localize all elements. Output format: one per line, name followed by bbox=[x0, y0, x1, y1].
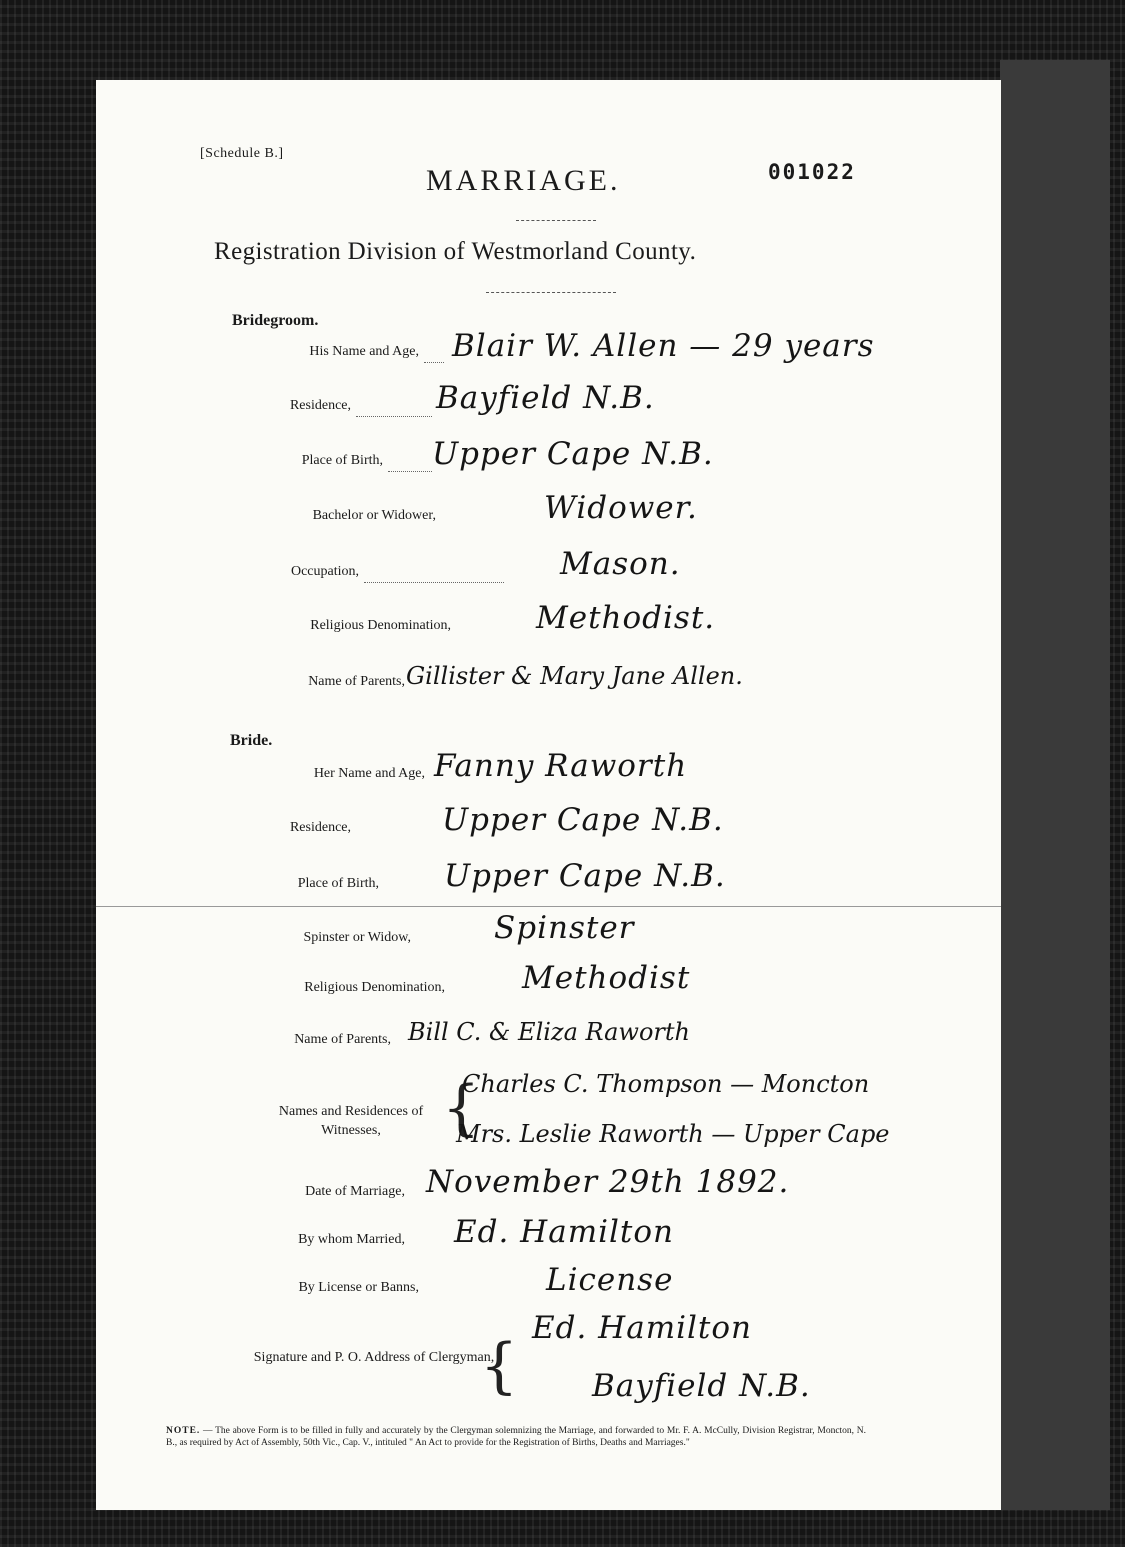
bride-religion-value: Methodist bbox=[522, 960, 691, 996]
groom-name-value: Blair W. Allen — 29 years bbox=[452, 328, 875, 364]
groom-residence-value: Bayfield N.B. bbox=[436, 380, 655, 416]
groom-birthplace-label: Place of Birth, bbox=[301, 453, 383, 468]
clergyman-label: Signature and P. O. Address of Clergyman, bbox=[253, 1350, 495, 1365]
groom-religion-value: Methodist. bbox=[536, 600, 716, 636]
license-banns-value: License bbox=[546, 1262, 674, 1298]
note-text: — The above Form is to be filled in fully and accurately by the Clergyman solemnizing the Marriage, and forwarded to Mr. F. A. McCully, Division Registrar, Moncton, N. B., as required by Act of Assembly, 50th Vic., Cap. V., intituled " An Act to provide for the Registration of Births, Deaths and Marriages." bbox=[166, 1426, 867, 1448]
division-rule bbox=[486, 292, 616, 293]
serial-number: 001022 bbox=[768, 160, 856, 184]
clergyman-address: Bayfield N.B. bbox=[592, 1368, 811, 1404]
back-sheet-edge bbox=[1000, 60, 1110, 1510]
leader-dots bbox=[356, 416, 432, 417]
witness-1-value: Charles C. Thompson — Moncton bbox=[462, 1070, 870, 1098]
marriage-certificate bbox=[96, 80, 1001, 1510]
marriage-date-label: Date of Marriage, bbox=[305, 1184, 405, 1199]
license-banns-label: By License or Banns, bbox=[298, 1280, 419, 1295]
officiant-value: Ed. Hamilton bbox=[454, 1214, 675, 1250]
witnesses-label: Names and Residences of Witnesses, bbox=[278, 1104, 424, 1138]
groom-status-value: Widower. bbox=[544, 490, 698, 526]
leader-dots bbox=[424, 362, 444, 363]
clergyman-brace: { bbox=[480, 1331, 519, 1401]
clergyman-signature: Ed. Hamilton bbox=[532, 1310, 753, 1346]
marriage-date-value: November 29th 1892. bbox=[426, 1164, 790, 1200]
bride-religion-label: Religious Denomination, bbox=[304, 980, 445, 995]
witness-2-value: Mrs. Leslie Raworth — Upper Cape bbox=[456, 1120, 890, 1148]
schedule-label: [Schedule B.] bbox=[200, 146, 284, 161]
groom-occupation-label: Occupation, bbox=[290, 564, 359, 579]
leader-dots bbox=[364, 582, 504, 583]
registration-division: Registration Division of Westmorland County. bbox=[214, 238, 697, 265]
note-heading: NOTE. bbox=[166, 1426, 201, 1436]
groom-birthplace-value: Upper Cape N.B. bbox=[432, 436, 714, 472]
bride-birthplace-label: Place of Birth, bbox=[297, 876, 379, 891]
form-title: MARRIAGE. bbox=[426, 164, 621, 197]
bride-birthplace-value: Upper Cape N.B. bbox=[444, 858, 726, 894]
groom-occupation-value: Mason. bbox=[560, 546, 681, 582]
bride-heading: Bride. bbox=[230, 732, 273, 749]
groom-religion-label: Religious Denomination, bbox=[310, 618, 451, 633]
witnesses-brace: { bbox=[442, 1073, 481, 1143]
bride-parents-value: Bill C. & Eliza Raworth bbox=[408, 1018, 690, 1046]
bride-name-value: Fanny Raworth bbox=[434, 748, 688, 784]
form-note bbox=[166, 1425, 866, 1449]
paper-fold-line bbox=[96, 906, 1001, 907]
groom-parents-value: Gillister & Mary Jane Allen. bbox=[406, 662, 743, 690]
groom-parents-label: Name of Parents, bbox=[308, 674, 405, 689]
bride-residence-label: Residence, bbox=[289, 820, 351, 835]
bride-name-label: Her Name and Age, bbox=[313, 766, 425, 781]
officiant-label: By whom Married, bbox=[298, 1232, 405, 1247]
groom-status-label: Bachelor or Widower, bbox=[312, 508, 436, 523]
leader-dots bbox=[388, 471, 432, 472]
groom-residence-label: Residence, bbox=[289, 398, 351, 413]
title-rule bbox=[516, 220, 596, 221]
bride-status-value: Spinster bbox=[494, 910, 635, 946]
bridegroom-heading: Bridegroom. bbox=[232, 312, 319, 329]
groom-name-label: His Name and Age, bbox=[309, 344, 419, 359]
bride-status-label: Spinster or Widow, bbox=[303, 930, 411, 945]
bride-parents-label: Name of Parents, bbox=[294, 1032, 391, 1047]
bride-residence-value: Upper Cape N.B. bbox=[442, 802, 724, 838]
